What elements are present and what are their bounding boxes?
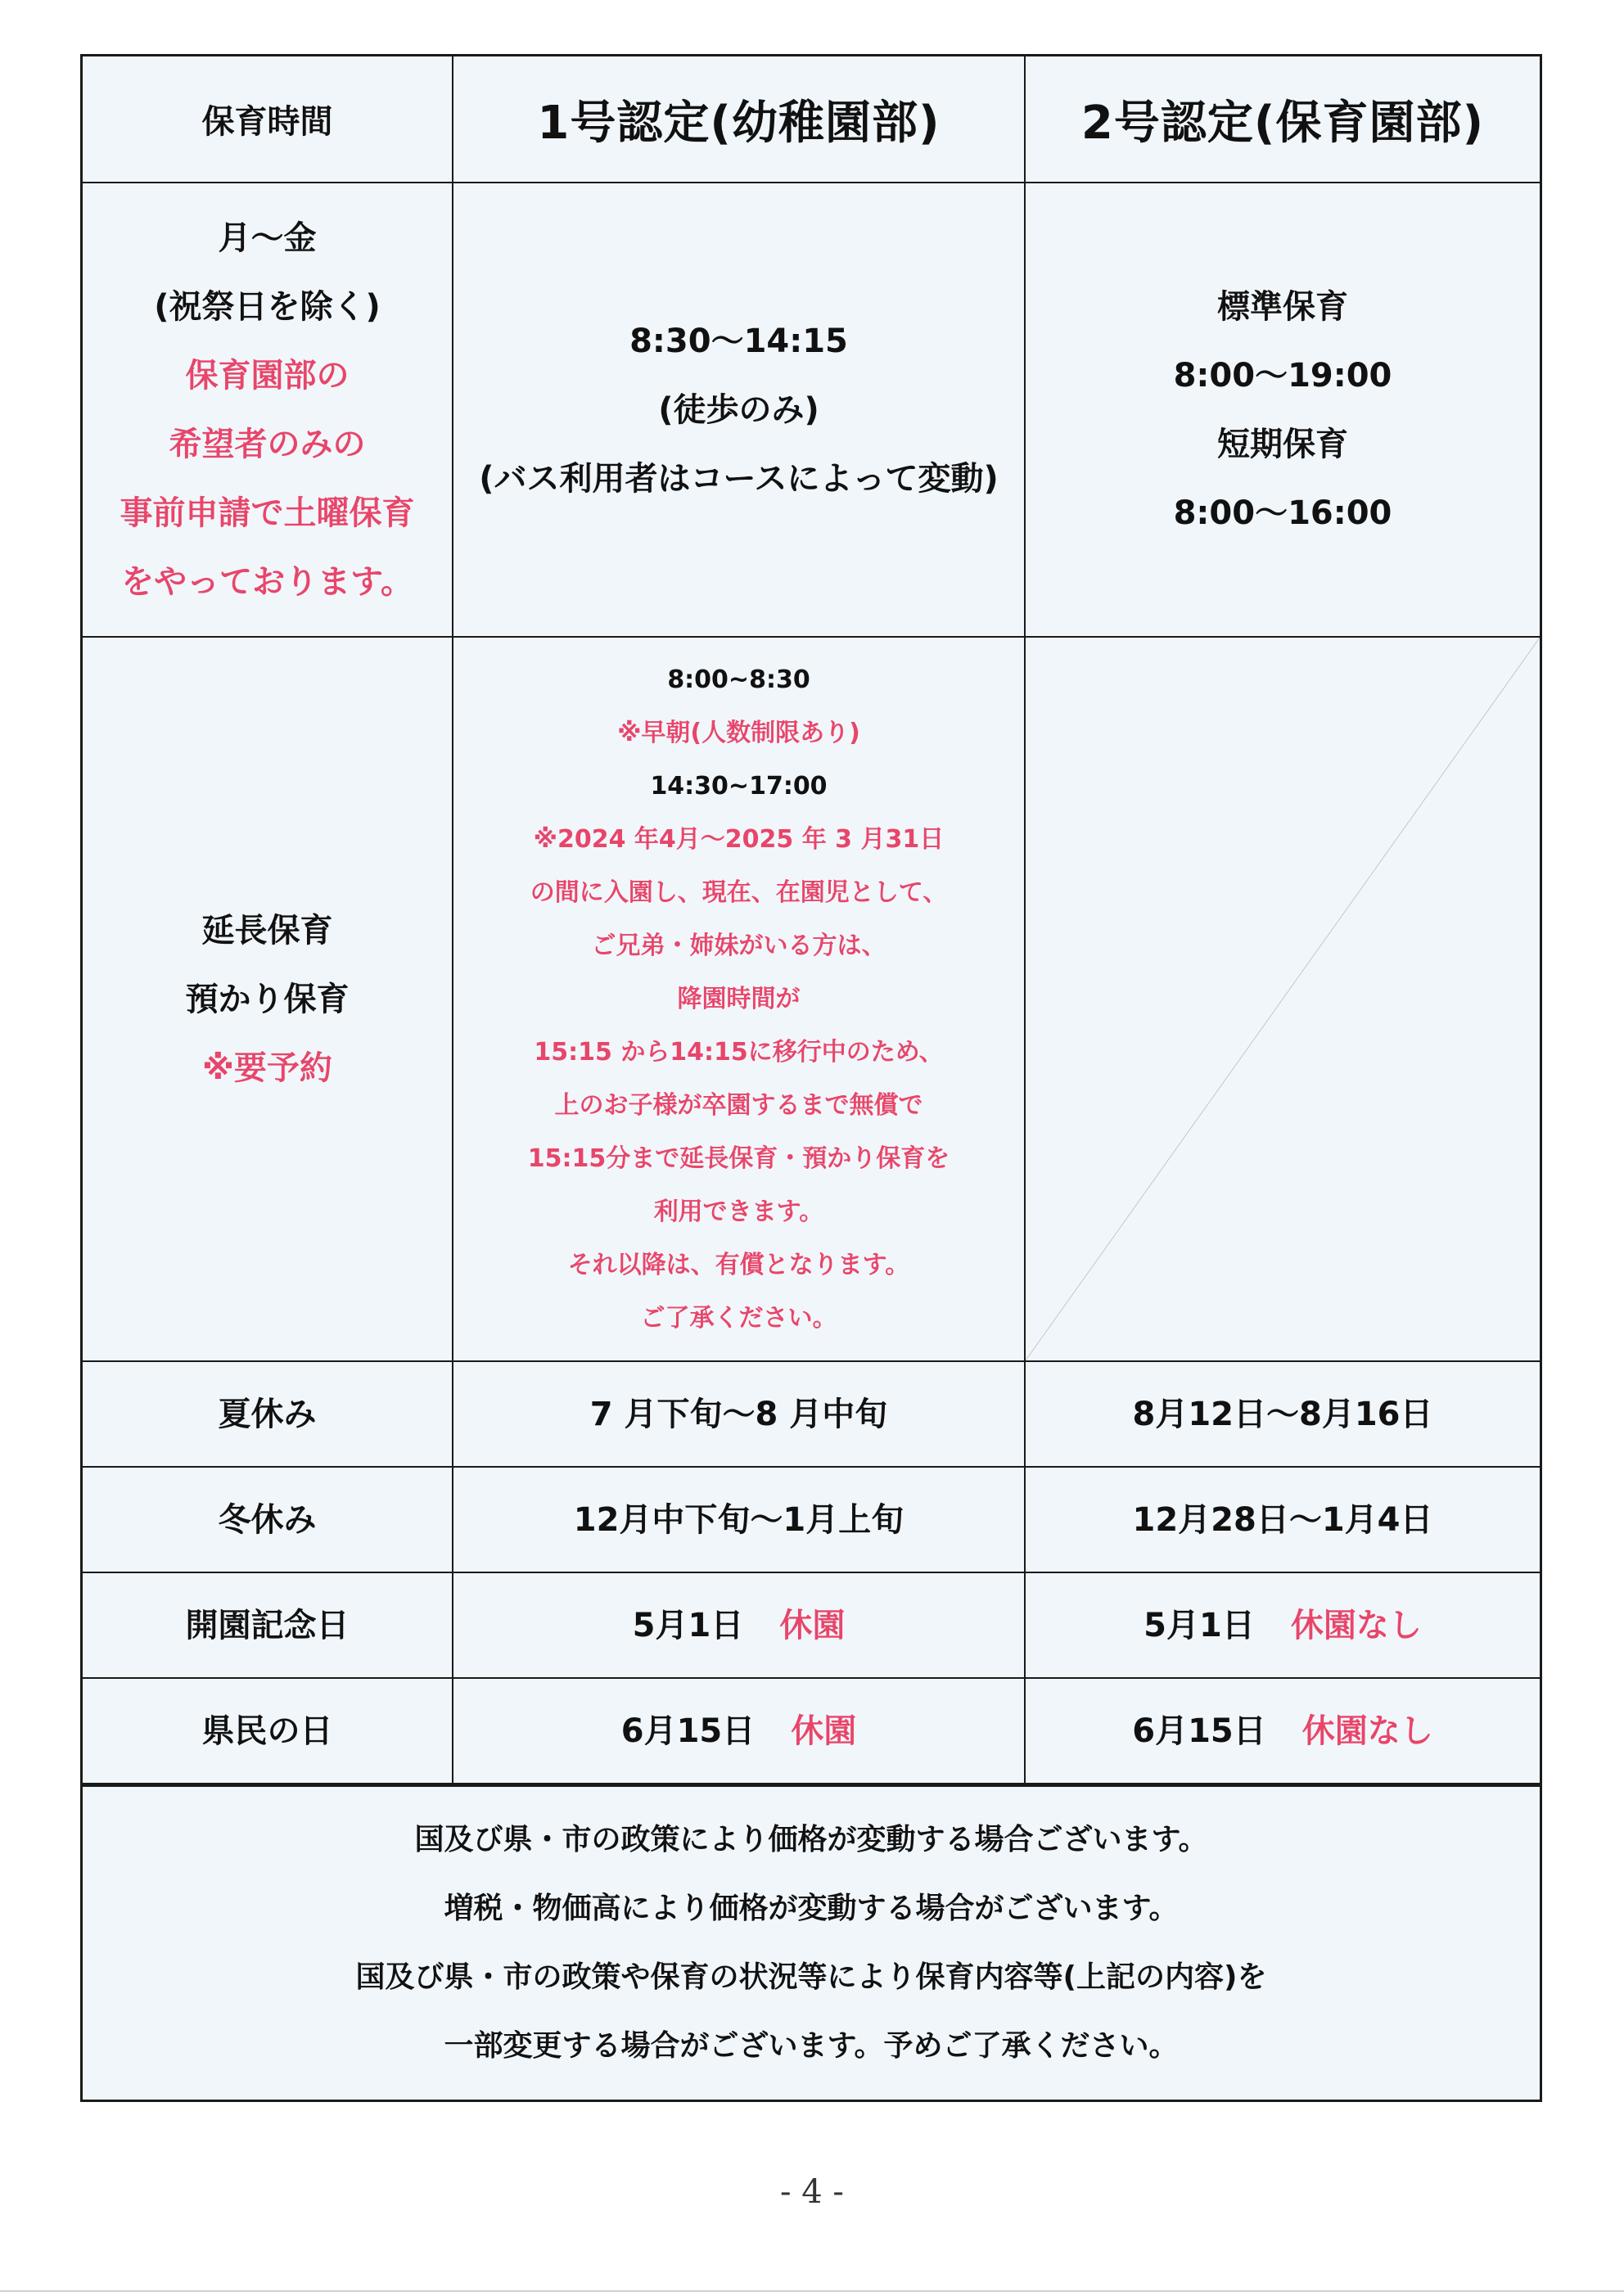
type1-hours-line: 8:30～14:15 xyxy=(629,322,848,360)
extended-type1-line: ご了承ください。 xyxy=(640,1304,837,1333)
header-hours: 保育時間 xyxy=(83,56,453,183)
reservation-required: ※要予約 xyxy=(202,1049,332,1087)
saturday-note-line: 保育園部の xyxy=(185,356,350,395)
scan-edge-line xyxy=(0,2290,1624,2292)
extended-label-line: 預かり保育 xyxy=(185,980,350,1018)
hours-label-line: 月～金 xyxy=(218,219,317,257)
extended-type1-line: 8:00~8:30 xyxy=(667,665,810,694)
hours-type2-cell xyxy=(1026,183,1540,638)
hours-type1-cell xyxy=(453,183,1026,638)
open-tag: 休園なし xyxy=(1290,1606,1422,1644)
row-type1-value: 7 月下旬～8 月中旬 xyxy=(453,1362,1026,1468)
row-type1-value: 6月15日 休園 xyxy=(453,1679,1026,1784)
notice-line: 国及び県・市の政策により価格が変動する場合ございます。 xyxy=(414,1823,1208,1856)
extended-type1-cell xyxy=(453,638,1026,1362)
extended-type1-line: ご兄弟・姉妹がいる方は、 xyxy=(591,931,886,960)
schedule-sheet xyxy=(80,54,1542,2102)
row-type2-value: 8月12日～8月16日 xyxy=(1026,1362,1540,1468)
row-label: 県民の日 xyxy=(83,1679,453,1784)
type2-hours-line: 8:00～19:00 xyxy=(1173,356,1392,395)
extended-type1-line: 15:15分まで延長保育・預かり保育を xyxy=(527,1144,950,1173)
row-type2-value: 12月28日～1月4日 xyxy=(1026,1468,1540,1573)
notice-line: 国及び県・市の政策や保育の状況等により保育内容等(上記の内容)を xyxy=(355,1960,1267,1994)
hours-label-line: (祝祭日を除く) xyxy=(154,287,381,326)
notice-line: 一部変更する場合がございます。予めご了承ください。 xyxy=(444,2029,1179,2063)
row-label: 冬休み xyxy=(83,1468,453,1573)
extended-type1-line: 15:15 から14:15に移行中のため、 xyxy=(534,1038,944,1067)
extended-type1-line: 利用できます。 xyxy=(653,1198,824,1226)
row-type1-value: 12月中下旬～1月上旬 xyxy=(453,1468,1026,1573)
extended-type2-cell xyxy=(1026,638,1540,1362)
saturday-note-line: 事前申請で土曜保育 xyxy=(120,494,415,532)
extended-type1-line: の間に入園し、現在、在園児として、 xyxy=(530,878,948,907)
extended-type1-line: ※2024 年4月～2025 年 3 月31日 xyxy=(533,825,945,854)
header-type1: 1号認定(幼稚園部) xyxy=(453,56,1026,183)
type1-hours-line: (徒歩のみ) xyxy=(658,390,819,429)
row-type2-value: 5月1日 休園なし xyxy=(1026,1573,1540,1679)
row-type2-value: 6月15日 休園なし xyxy=(1026,1679,1540,1784)
extended-type1-line: 降園時間が xyxy=(677,985,801,1013)
type2-hours-line: 標準保育 xyxy=(1217,287,1348,326)
extended-label-cell xyxy=(83,638,453,1362)
notice-box xyxy=(80,1787,1542,2102)
extended-type1-line: 14:30~17:00 xyxy=(650,772,828,801)
page-number: - 4 - xyxy=(780,2173,844,2211)
saturday-note-line: をやっております。 xyxy=(121,562,413,601)
saturday-note-line: 希望者のみの xyxy=(169,425,366,463)
open-tag: 休園なし xyxy=(1301,1712,1433,1750)
extended-type1-line: それ以降は、有償となります。 xyxy=(567,1251,910,1279)
row-label: 開園記念日 xyxy=(83,1573,453,1679)
type1-hours-line: (バス利用者はコースによって変動) xyxy=(479,459,999,498)
hours-label-cell xyxy=(83,183,453,638)
row-label: 夏休み xyxy=(83,1362,453,1468)
closed-tag: 休園 xyxy=(779,1606,846,1644)
not-applicable-slash xyxy=(1026,638,1540,1360)
extended-label-line: 延長保育 xyxy=(201,911,333,950)
extended-type1-line: 上のお子様が卒園するまで無償で xyxy=(554,1091,923,1120)
closed-tag: 休園 xyxy=(791,1712,857,1750)
row-type1-value: 5月1日 休園 xyxy=(453,1573,1026,1679)
type2-hours-line: 8:00～16:00 xyxy=(1173,494,1392,532)
header-type2: 2号認定(保育園部) xyxy=(1026,56,1540,183)
notice-line: 増税・物価高により価格が変動する場合がございます。 xyxy=(444,1892,1179,1925)
type2-hours-line: 短期保育 xyxy=(1217,425,1348,463)
extended-type1-line: ※早朝(人数制限あり) xyxy=(617,719,860,747)
schedule-table xyxy=(80,54,1542,1787)
